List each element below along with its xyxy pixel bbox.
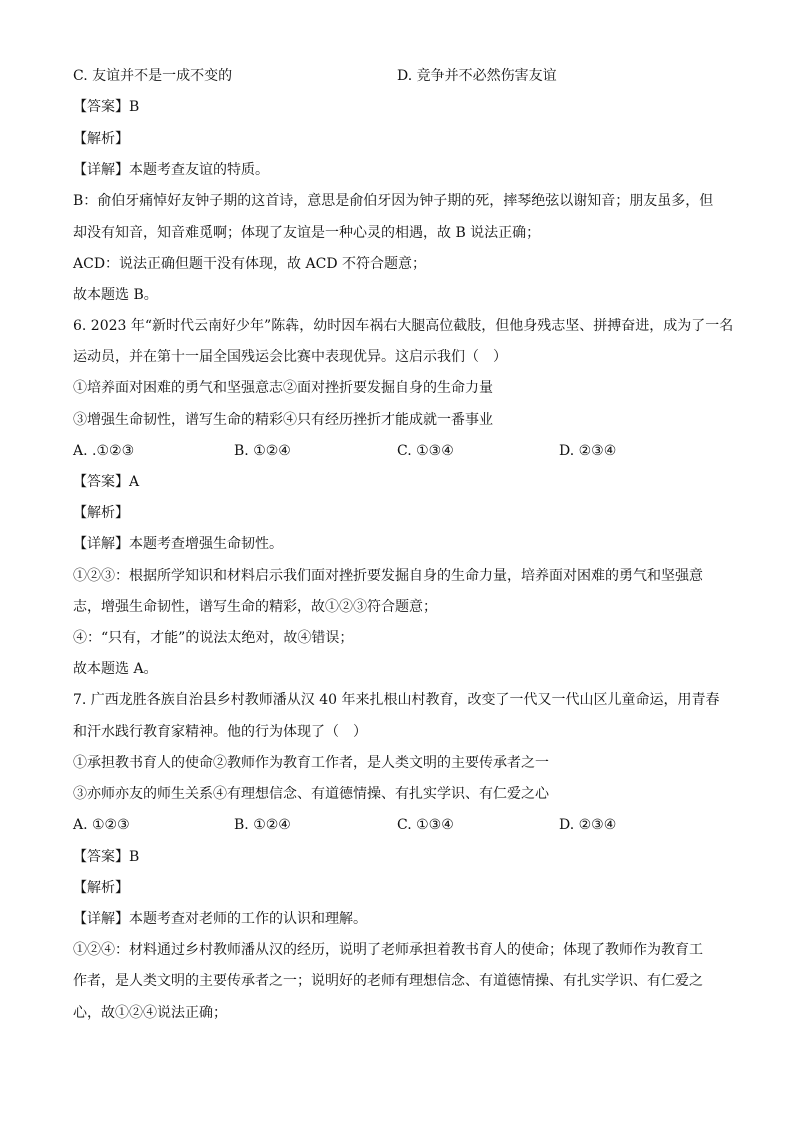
q7-detail: 【详解】本题考查对老师的工作的认识和理解。 xyxy=(73,911,367,927)
q6-explanation-line2: 志，增强生命韧性，谱写生命的精彩，故①②③符合题意； xyxy=(73,599,437,615)
q5-conclusion: 故本题选 B。 xyxy=(73,287,158,303)
q5-explanation-b-line2: 却没有知音，知音难觅啊；体现了友谊是一种心灵的相遇，故 B 说法正确； xyxy=(73,225,541,241)
q5-explanation-b-line1: B：俞伯牙痛悼好友钟子期的这首诗，意思是俞伯牙因为钟子期的死，摔琴绝弦以谢知音；朋友虽多，但 xyxy=(73,193,714,209)
q6-stem-line1: 6. 2023 年“新时代云南好少年”陈犇，幼时因车祸右大腿高位截肢，但他身残志坚、拼搏奋进，成为了一名 xyxy=(73,318,734,334)
q6-items-3-4: ③增强生命韧性，谱写生命的精彩④只有经历挫折才能成就一番事业 xyxy=(73,412,493,428)
q6-option-b: B. ①②④ xyxy=(234,443,291,459)
q7-option-b: B. ①②④ xyxy=(234,817,291,833)
q6-explanation-line1: ①②③：根据所学知识和材料启示我们面对挫折要发掘自身的生命力量，培养面对困难的勇气和坚强意 xyxy=(73,568,703,584)
q7-option-c: C. ①③④ xyxy=(397,817,454,833)
q7-items-1-2: ①承担教书育人的使命②教师作为教育工作者，是人类文明的主要传承者之一 xyxy=(73,755,549,771)
q7-stem-line2: 和汗水践行教育家精神。他的行为体现了（ ） xyxy=(73,724,367,740)
q7-analysis-heading: 【解析】 xyxy=(73,880,129,896)
q7-explanation-line3: 心，故①②④说法正确； xyxy=(73,1005,227,1021)
q6-conclusion: 故本题选 A。 xyxy=(73,661,158,677)
q6-items-1-2: ①培养面对困难的勇气和坚强意志②面对挫折要发掘自身的生命力量 xyxy=(73,380,493,396)
q7-items-3-4: ③亦师亦友的师生关系④有理想信念、有道德情操、有扎实学识、有仁爱之心 xyxy=(73,786,549,802)
q6-analysis-heading: 【解析】 xyxy=(73,505,129,521)
q7-option-d: D. ②③④ xyxy=(559,817,617,833)
q6-explanation-line3: ④：“只有，才能”的说法太绝对，故④错误； xyxy=(73,630,354,646)
q6-option-a: A. .①②③ xyxy=(73,443,135,459)
q5-option-d: D. 竞争并不必然伤害友谊 xyxy=(397,68,557,84)
q6-option-c: C. ①③④ xyxy=(397,443,454,459)
q5-option-c: C. 友谊并不是一成不变的 xyxy=(73,68,233,84)
q6-stem-line2: 运动员，并在第十一届全国残运会比赛中表现优异。这启示我们（ ） xyxy=(73,349,507,365)
q5-answer: 【答案】B xyxy=(73,99,140,115)
q7-option-a: A. ①②③ xyxy=(73,817,130,833)
q7-stem-line1: 7. 广西龙胜各族自治县乡村教师潘从汉 40 年来扎根山村教育，改变了一代又一代山区儿童命运，用青春 xyxy=(73,692,720,708)
q6-detail: 【详解】本题考查增强生命韧性。 xyxy=(73,536,283,552)
q5-detail: 【详解】本题考查友谊的特质。 xyxy=(73,162,269,178)
q7-answer: 【答案】B xyxy=(73,849,140,865)
q6-answer: 【答案】A xyxy=(73,474,140,490)
q7-explanation-line2: 作者，是人类文明的主要传承者之一；说明好的老师有理想信念、有道德情操、有扎实学识、有仁爱之 xyxy=(73,973,703,989)
q5-analysis-heading: 【解析】 xyxy=(73,131,129,147)
q6-option-d: D. ②③④ xyxy=(559,443,617,459)
q7-explanation-line1: ①②④：材料通过乡村教师潘从汉的经历，说明了老师承担着教书育人的使命；体现了教师作为教育工 xyxy=(73,942,703,958)
q5-explanation-acd: ACD：说法正确但题干没有体现，故 ACD 不符合题意； xyxy=(73,256,426,272)
